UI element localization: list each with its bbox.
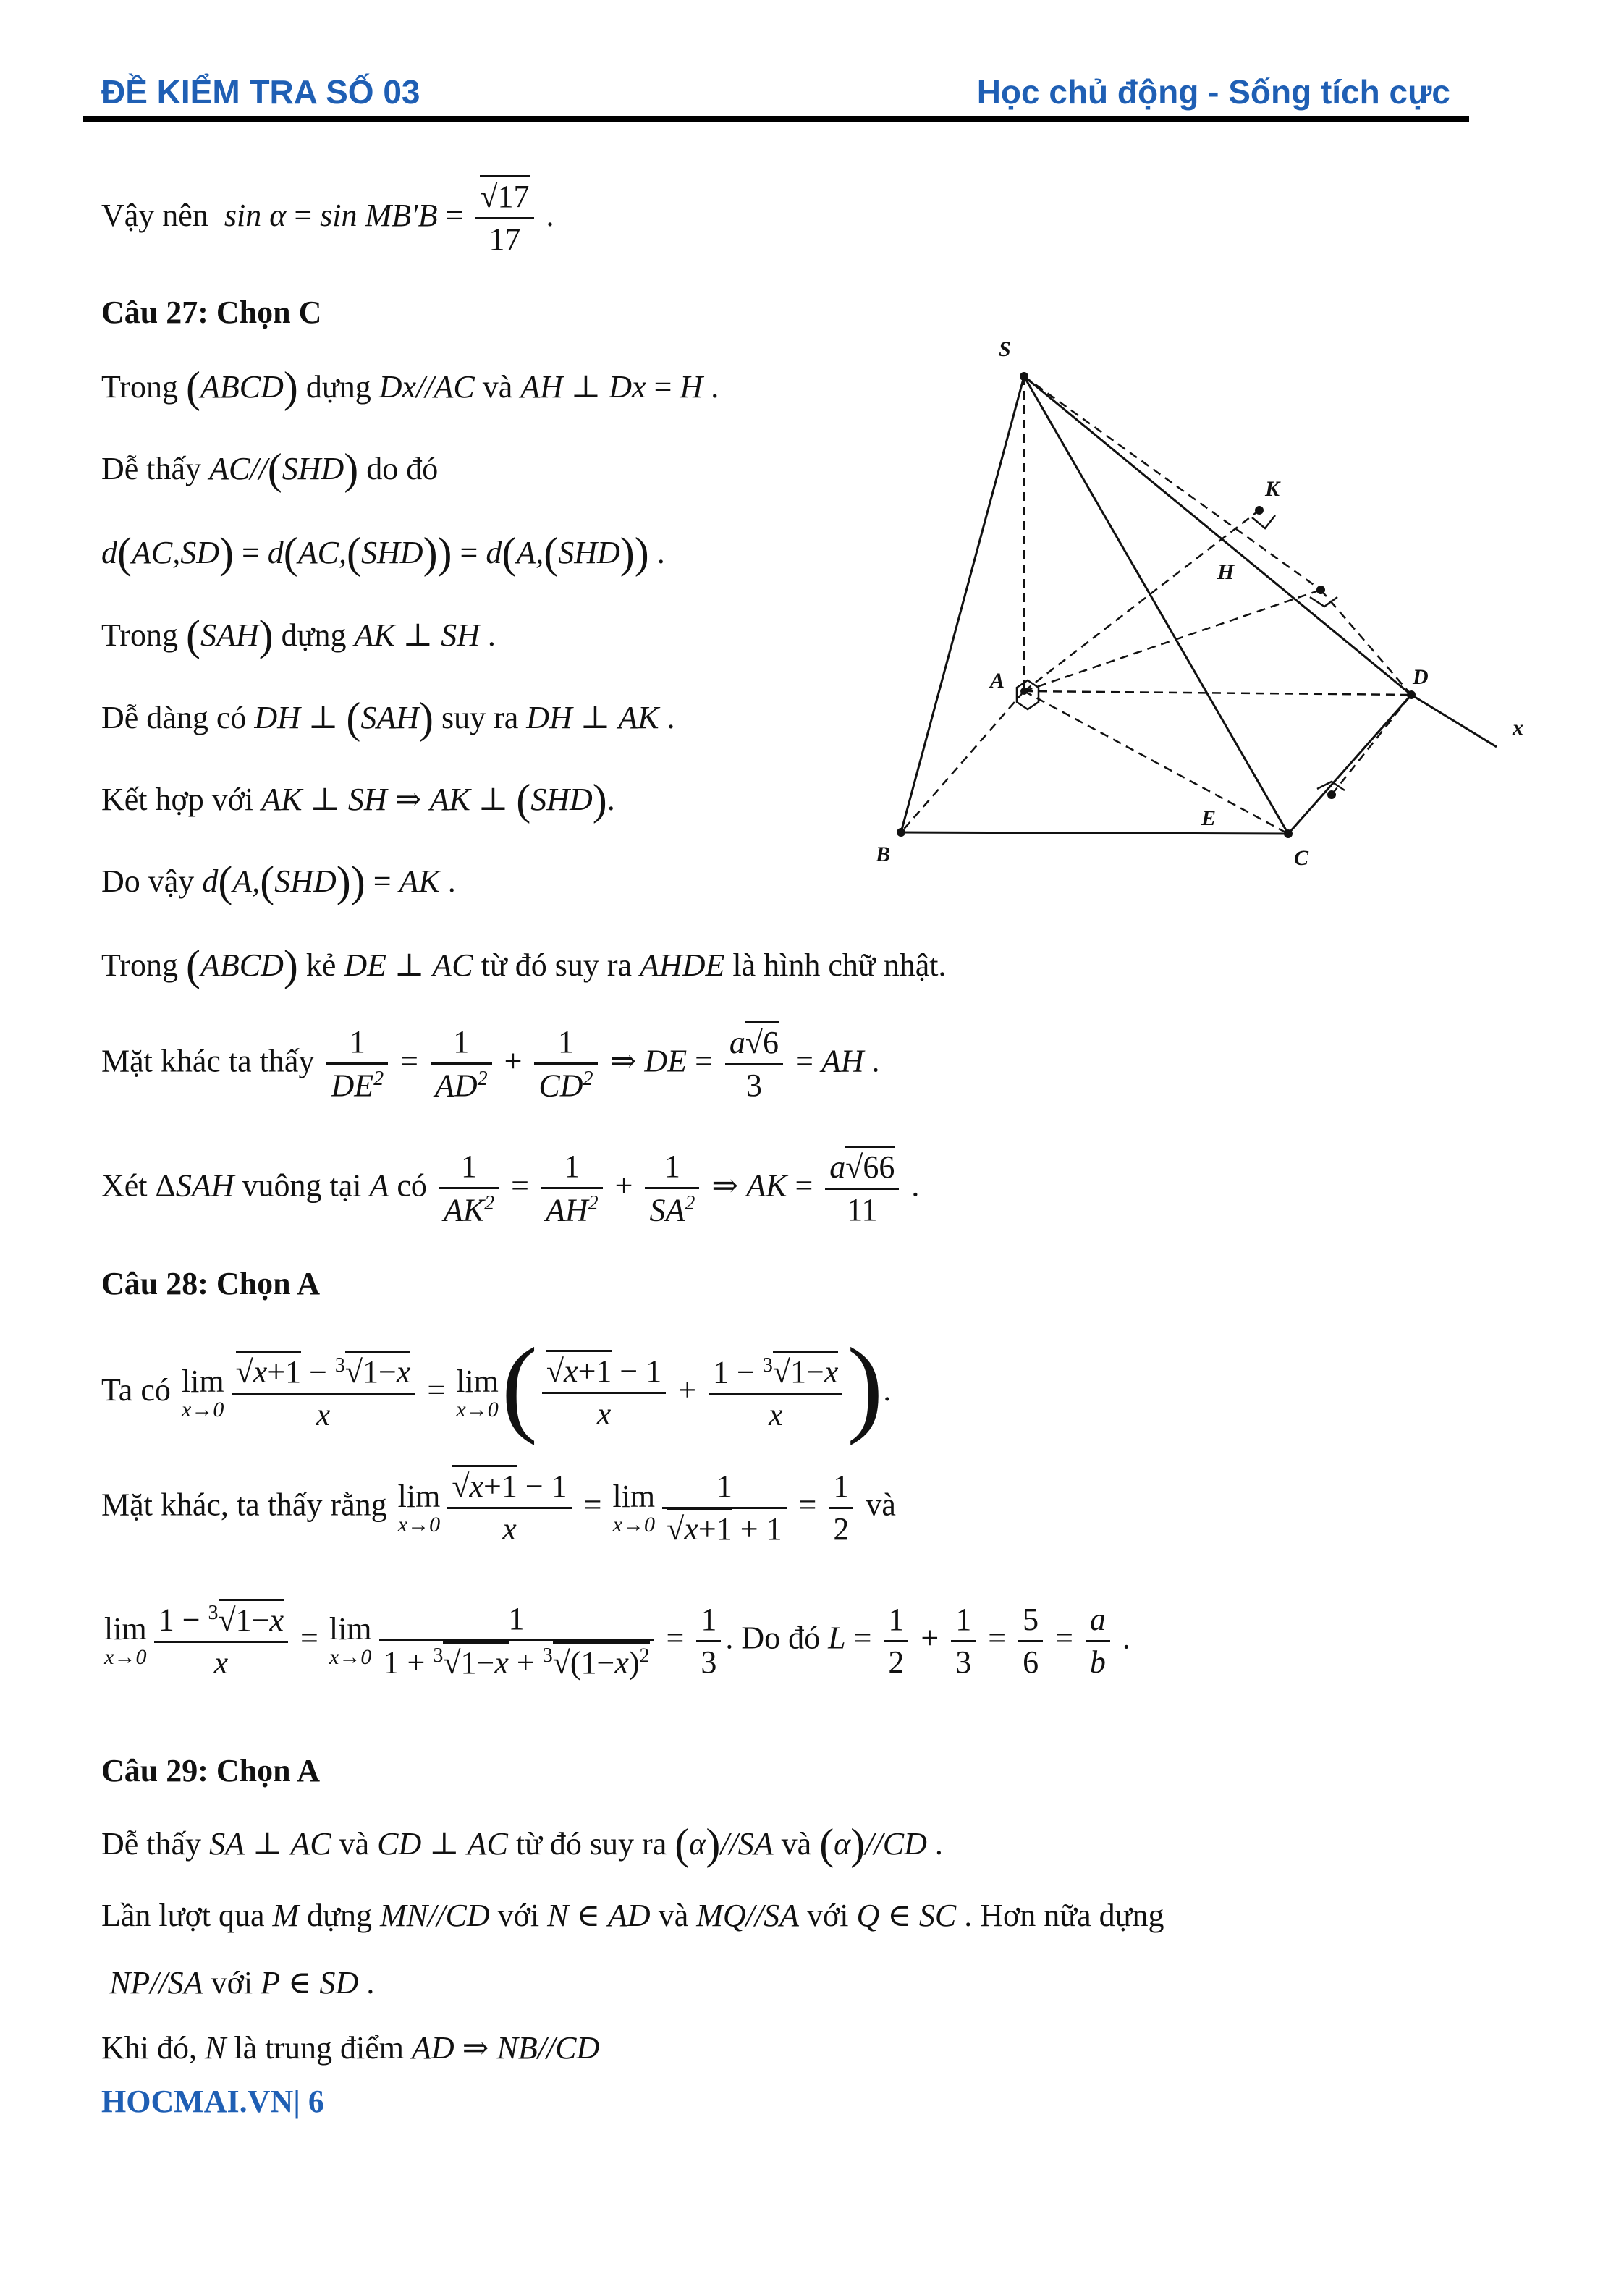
line-8: Do vậy d(A,(SHD)) = AK . xyxy=(101,858,456,905)
segment-AK xyxy=(1024,510,1259,691)
label-H: H xyxy=(1217,560,1235,584)
line-13: Mặt khác, ta thấy rằng lim x→0 $\frac{√x+1 - 1}{x}$ = lim x→0 $\frac{1}{√x+1 + 1}$ = $\frac{1}{2}$ và xyxy=(101,1471,896,1545)
right-angle-K xyxy=(1252,515,1275,528)
point-K xyxy=(1255,506,1264,515)
line-17: NP//SA với P ∈ SD . xyxy=(109,1965,375,2000)
point-S xyxy=(1020,372,1028,381)
line-3: Dễ thấy AC//(SHD) do đó xyxy=(101,445,439,493)
label-B: B xyxy=(876,842,891,866)
edge-BC xyxy=(901,832,1288,834)
line-1 xyxy=(101,181,554,255)
heading-cau-27: Câu 27: Chọn C xyxy=(101,295,322,330)
segment-DE xyxy=(1332,695,1411,795)
point-D xyxy=(1407,690,1416,699)
edge-AD xyxy=(1024,691,1411,695)
line-4: d(AC,SD) = d(AC,(SHD)) = d(A,(SHD)) . xyxy=(101,529,665,577)
line-9: Trong (ABCD) kẻ DE ⊥ AC từ đó suy ra AHDE là hình chữ nhật. xyxy=(101,942,947,989)
label-A: A xyxy=(990,669,1005,693)
point-A xyxy=(1020,688,1028,695)
label-K: K xyxy=(1265,477,1280,501)
line-16: Lần lượt qua M dựng MN//CD với N ∈ AD và MQ//SA với Q ∈ SC . Hơn nữa dựng xyxy=(101,1898,1164,1933)
heading-cau-28: Câu 28: Chọn A xyxy=(101,1266,320,1301)
point-E xyxy=(1327,790,1336,799)
segment-HD xyxy=(1321,590,1411,695)
edge-AC xyxy=(1024,691,1288,834)
footer: HOCMAI.VN| 6 xyxy=(101,2084,324,2119)
point-C xyxy=(1284,829,1293,838)
point-H xyxy=(1316,586,1325,594)
line-15: Dễ thấy SA ⊥ AC và CD ⊥ AC từ đó suy ra (α)//SA và (α)//CD . xyxy=(101,1820,943,1868)
label-S: S xyxy=(999,337,1011,361)
edge-SC xyxy=(1024,376,1288,834)
line-6: Dễ dàng có DH ⊥ (SAH) suy ra DH ⊥ AK . xyxy=(101,694,675,742)
line-10: Mặt khác ta thấy $\frac{1}{DE^2}$ = $\frac{1}{AD^2}$ + $\frac{1}{CD^2}$ ⇒ DE = $\frac{a√6}{3}$ = AH . xyxy=(101,1026,880,1102)
line-11: Xét ΔSAH vuông tại A có $\frac{1}{AK^2}$ = $\frac{1}{AH^2}$ + $\frac{1}{SA^2}$ ⇒ AK = $\frac{a√66}{11}$ . xyxy=(101,1151,919,1227)
header-title: ĐỀ KIỂM TRA SỐ 03 xyxy=(101,73,420,111)
line-2: Trong (ABCD) dựng Dx//AC và AH ⊥ Dx = H . xyxy=(101,363,719,411)
edge-SB xyxy=(901,376,1024,832)
label-x: x xyxy=(1513,716,1523,740)
pyramid-figure xyxy=(832,318,1541,883)
label-C: C xyxy=(1294,846,1309,870)
line-1-text: Vậy nên sin α = sin MB′B = $\frac{√17}{17}$ . xyxy=(101,198,554,233)
header-slogan: Học chủ động - Sống tích cực xyxy=(976,73,1450,111)
line-18: Khi đó, N là trung điểm AD ⇒ NB//CD xyxy=(101,2030,600,2066)
line-7: Kết hợp với AK ⊥ SH ⇒ AK ⊥ (SHD). xyxy=(101,776,615,824)
label-D: D xyxy=(1413,665,1429,689)
line-14: lim x→0 $\frac{1 - ^3√1-x}{x}$ = lim x→0 $\frac{1}{1 + ^3√1-x + ^3√(1-x)^2}$ = $\frac{1}{3}$ . Do đó L = $\frac{1}{2}$ + $\frac{1}{3}$ = $\frac{5}{6}$ = $\frac{a}{b}$ . xyxy=(101,1603,1130,1679)
line-12: Ta có lim x→0 $\frac{√x+1 - ^3√1-x}{x}$ = lim x→0 ( $\frac{√x+1 - 1}{x}$ + $\frac{1 - ^3√1-x}{x}$ ). xyxy=(101,1326,892,1446)
line-Dx xyxy=(1411,695,1497,747)
heading-cau-29: Câu 29: Chọn A xyxy=(101,1753,320,1788)
segment-AH xyxy=(1024,590,1321,691)
edge-CD xyxy=(1288,695,1411,834)
label-E: E xyxy=(1201,806,1217,830)
point-B xyxy=(897,828,905,837)
line-5: Trong (SAH) dựng AK ⊥ SH . xyxy=(101,612,496,659)
header-rule xyxy=(83,116,1469,122)
